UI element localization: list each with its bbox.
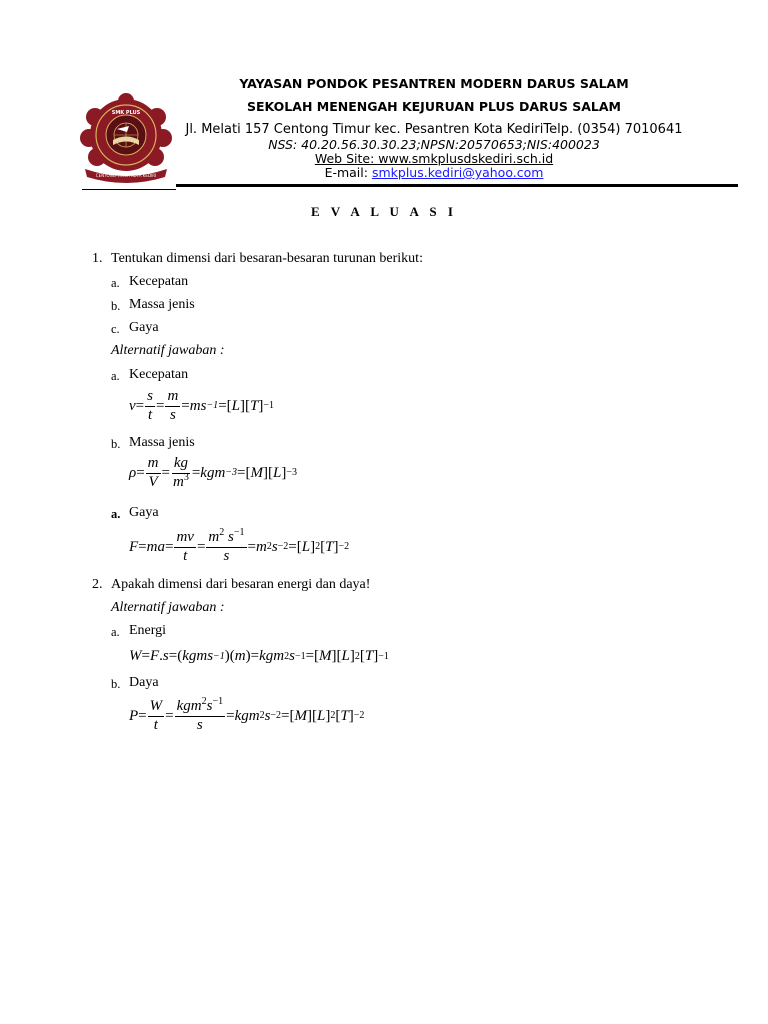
answer-label: a.	[111, 369, 120, 383]
school-registration: NSS: 40.20.56.30.30.23;NPSN:20570653;NIS:400023	[268, 137, 600, 152]
answer-heading: Alternatif jawaban :	[111, 343, 225, 358]
email-link[interactable]: smkplus.kediri@yahoo.com	[371, 165, 544, 180]
document-title: E V A L U A S I	[311, 204, 457, 219]
question-number: 2.	[92, 577, 103, 592]
header-divider-thick	[176, 184, 738, 187]
question-text: Apakah dimensi dari besaran energi dan daya!	[111, 577, 371, 592]
answer-label: b.	[111, 677, 121, 691]
question-number: 1.	[92, 251, 103, 266]
equation-energy: W = F . s =( kgms −1 )( m )= kgm 2 s −1 =[ M ][ L ] 2 [ T ] −1	[129, 648, 389, 664]
header-divider-thin	[82, 189, 176, 190]
school-email-line	[176, 165, 692, 180]
equation-velocity: v = $\frac{s}{t}$ = $\frac{m}{s}$ = ms −1 =[ L ][ T ] −1	[129, 388, 274, 423]
logo-text-bottom: CENTONG TIMUR KOTA KEDIRI	[95, 173, 157, 178]
answer-label: a.	[111, 625, 120, 639]
answer-heading: Alternatif jawaban :	[111, 600, 225, 615]
equation-force: F = ma = $\frac{mv}{t}$ = $\frac{m^2 s^{-1}}{s}$ = m 2 s −2 =[ L ] 2 [ T ] −2	[129, 527, 350, 564]
letterhead	[0, 0, 768, 190]
school-address: Jl. Melati 157 Centong Timur kec. Pesantren Kota KediriTelp. (0354) 7010641	[185, 122, 683, 137]
item-text: Kecepatan	[129, 274, 189, 289]
school-name: SEKOLAH MENENGAH KEJURUAN PLUS DARUS SALAM	[247, 99, 621, 114]
item-label: c.	[111, 322, 120, 336]
school-logo-icon	[79, 93, 173, 183]
item-label: a.	[111, 276, 120, 290]
equation-power: P = $\frac{W}{t}$ = $\frac{kgm^2s^{-1}}{s}$ = kgm 2 s −2 =[ M ][ L ] 2 [ T ] −2	[129, 696, 365, 733]
item-text: Gaya	[129, 320, 159, 335]
item-label: b.	[111, 299, 121, 313]
answer-text: Kecepatan	[129, 367, 189, 382]
answer-text: Gaya	[129, 505, 159, 520]
foundation-name: YAYASAN PONDOK PESANTREN MODERN DARUS SALAM	[239, 76, 629, 91]
answer-text: Energi	[129, 623, 167, 638]
equation-density: ρ = $\frac{m}{V}$ = $\frac{kg}{m^3}$ = kgm −3 =[ M ][ L ] −3	[129, 455, 297, 490]
logo-text-top: SMK PLUS	[111, 110, 141, 116]
answer-label: a.	[111, 507, 121, 521]
email-label: E-mail:	[324, 165, 372, 180]
school-website[interactable]: Web Site: www.smkplusdskediri.sch.id	[314, 151, 554, 166]
question-text: Tentukan dimensi dari besaran-besaran turunan berikut:	[111, 251, 423, 266]
answer-text: Daya	[129, 675, 159, 690]
answer-text: Massa jenis	[129, 435, 195, 450]
answer-label: b.	[111, 437, 121, 451]
item-text: Massa jenis	[129, 297, 195, 312]
